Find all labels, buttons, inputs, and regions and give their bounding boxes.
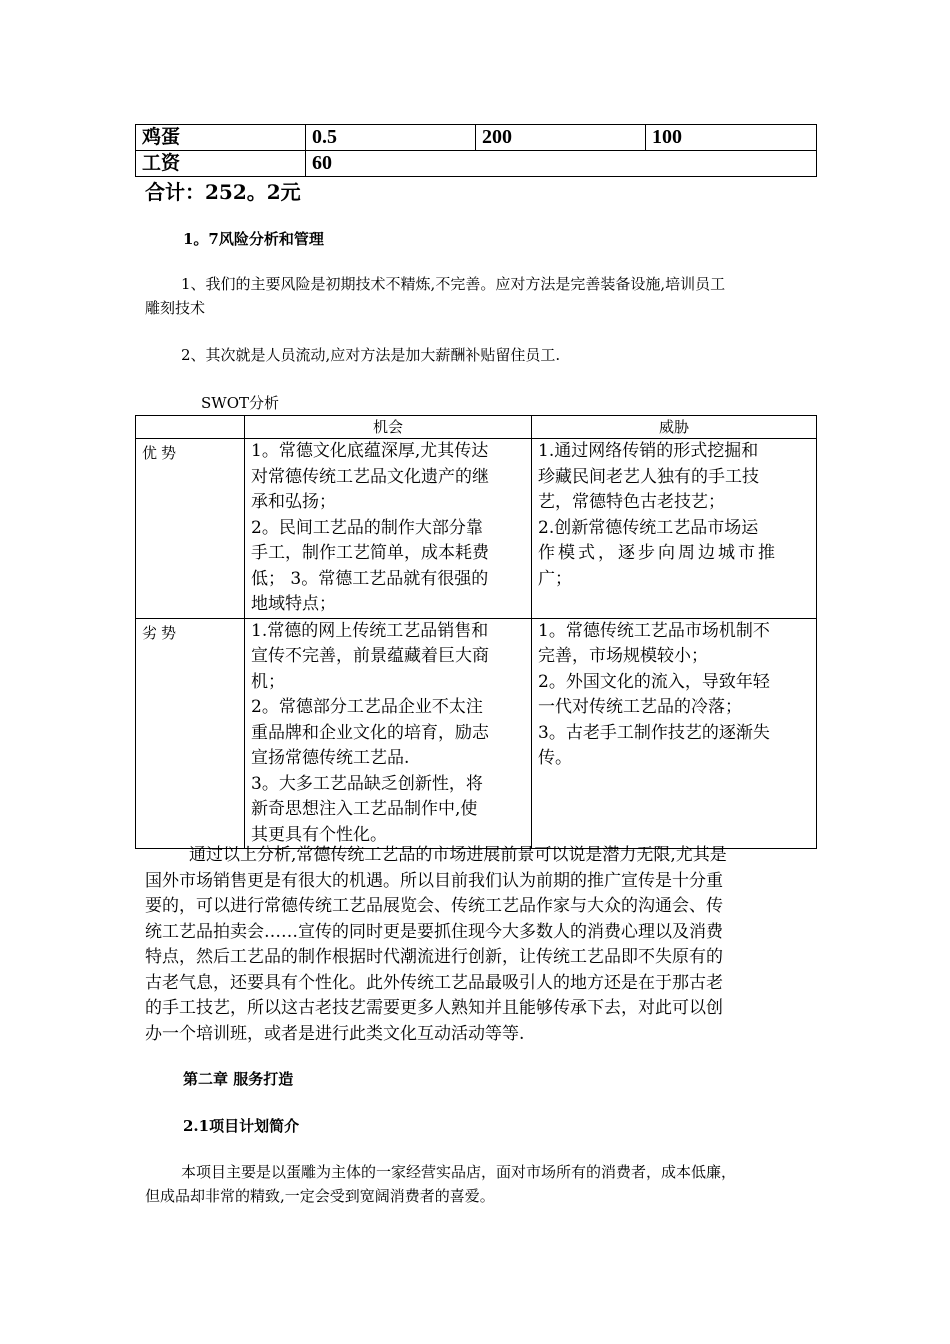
text-line: 完善，市场规模较小； [538,646,708,666]
text-line: 1.通过网络传销的形式挖掘和 [538,441,759,461]
swot-cell-st [532,439,817,619]
text-line: 低； 3。常德工艺品就有很强的 [251,568,489,589]
analysis-paragraph [145,843,810,1047]
table-row [136,439,817,619]
text-line: 统工艺品拍卖会……宣传的同时更是要抓住现今大多数人的消费心理以及消费 [145,921,723,942]
swot-cell-wo [245,618,532,849]
section-title: 2.1项目计划简介 [183,1117,300,1135]
text-line: 新奇思想注入工艺品制作中,使 [251,799,478,819]
cost-quantity: 200 [476,125,646,151]
swot-table [135,415,817,849]
chapter-title: 第二章 服务打造 [183,1070,294,1088]
text-line: 特点，然后工艺品的制作根据时代潮流进行创新，让传统工艺品即不失原有的 [145,947,723,967]
text-line: 传。 [538,748,572,768]
text-line: 雕刻技术 [145,299,206,317]
table-corner-cell [136,416,245,439]
cost-amount: 60 [306,151,817,177]
text-line: 地域特点； [251,594,336,614]
text-line: 3。大多工艺品缺乏创新性，将 [251,773,483,794]
swot-cell-wt [532,618,817,849]
text-line: 本项目主要是以蛋雕为主体的一家经营实品店，面对市场所有的消费者，成本低廉， [181,1163,737,1181]
text-line: 通过以上分析,常德传统工艺品的市场进展前景可以说是潜力无限,尤其是 [189,845,727,865]
project-intro-paragraph [145,1160,825,1208]
text-line: 一代对传统工艺品的冷落； [538,697,742,717]
table-row [136,151,817,177]
text-line: 要的，可以进行常德传统工艺品展览会、传统工艺品作家与大众的沟通会、传 [145,896,723,916]
text-line: 1。常德文化底蕴深厚,尤其传达 [251,441,489,461]
column-header-threat: 威胁 [532,416,817,439]
table-row [136,618,817,849]
text-line: 宣扬常德传统工艺品. [251,748,410,768]
text-line: 2。常德部分工艺品企业不太注 [251,697,483,717]
text-line: 3。古老手工制作技艺的逐渐失 [538,722,770,743]
text-line: 1、我们的主要风险是初期技术不精炼,不完善。应对方法是完善装备设施,培训员工 [181,275,726,293]
text-line: 古老气息，还要具有个性化。此外传统工艺品最吸引人的地方还是在于那古老 [145,972,723,993]
text-line: 艺，常德特色古老技艺； [538,492,725,512]
text-line: 对常德传统工艺品文化遗产的继 [251,466,489,487]
text-line: 1.常德的网上传统工艺品销售和 [251,620,489,641]
cost-item-name: 鸡蛋 [136,125,306,151]
text-line: 重品牌和企业文化的培育，励志 [251,722,489,743]
text-line: 机； [251,671,285,692]
text-line: 2.创新常德传统工艺品市场运 [538,517,759,538]
cost-item-name: 工资 [136,151,306,177]
swot-cell-so [245,439,532,619]
text-line: 的手工技艺，所以这古老技艺需要更多人熟知并且能够传承下去，对此可以创 [145,998,723,1018]
text-line: 但成品却非常的精致,一定会受到宽阔消费者的喜爱。 [145,1187,495,1205]
text-line: 宣传不完善，前景蕴藏着巨大商 [251,646,489,666]
cost-table [135,124,817,177]
row-header-weakness: 劣势 [136,618,245,849]
table-row [136,416,817,439]
text-line: 2。民间工艺品的制作大部分靠 [251,517,483,538]
column-header-opportunity: 机会 [245,416,532,439]
table-row [136,125,817,151]
risk-paragraph-2: 2、其次就是人员流动,应对方法是加大薪酬补贴留住员工. [181,346,561,364]
text-line: 作模式，逐步向周边城市推 [538,543,778,563]
row-header-strength: 优势 [136,439,245,619]
text-line: 办一个培训班，或者是进行此类文化互动活动等等. [145,1023,525,1044]
section-title: 1。7风险分析和管理 [183,230,324,248]
text-line: 广； [538,568,572,589]
text-line: 1。常德传统工艺品市场机制不 [538,620,770,641]
text-line: 手工，制作工艺简单，成本耗费 [251,543,489,563]
cost-unit-price: 0.5 [306,125,476,151]
cost-total: 合计：252。2元 [145,180,301,204]
swot-caption: SWOT分析 [201,394,279,412]
cost-amount: 100 [646,125,817,151]
text-line: 国外市场销售更是有很大的机遇。所以目前我们认为前期的推广宣传是十分重 [145,870,723,891]
text-line: 2。外国文化的流入，导致年轻 [538,671,770,692]
text-line: 珍藏民间老艺人独有的手工技 [538,466,759,487]
text-line: 其更具有个性化。 [251,824,387,845]
text-line: 承和弘扬； [251,492,336,512]
risk-paragraph-1 [145,272,825,320]
